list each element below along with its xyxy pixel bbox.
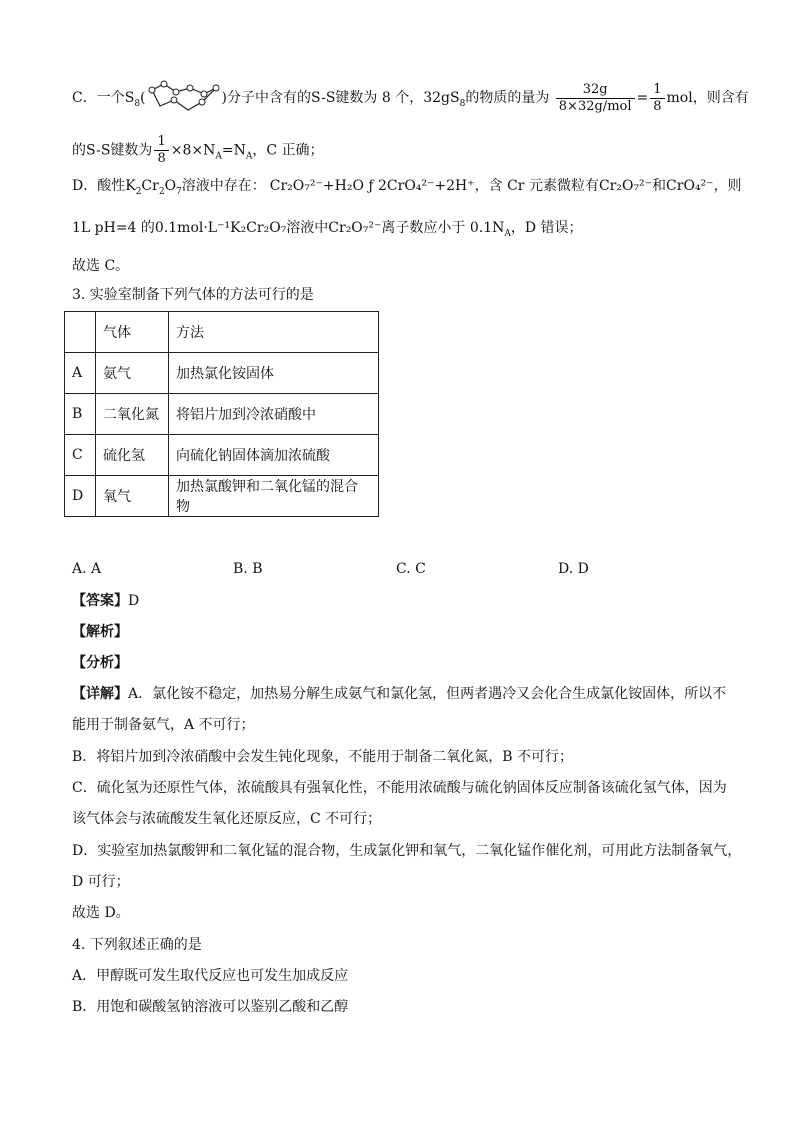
detail-d-line1: D．实验室加热氯酸钾和二氧化锰的混合物，生成氯化钾和氧气，二氧化锰作催化剂，可用此方法制备氧气， <box>72 843 742 859</box>
choose-c-text: 故选 C。 <box>72 258 130 274</box>
detail-d-line2: D 可行； <box>72 874 130 890</box>
analysis-label: 【解析】 <box>72 624 128 640</box>
option-b: B. B <box>233 561 263 577</box>
table-cell: D <box>65 476 96 517</box>
fenxi-label: 【分析】 <box>72 655 128 671</box>
option-c-explanation-line1: C．一个$S_8$( )分子中含有的S-S键数为 8 个，$32gS_8$的物质的量为 $\frac{32g}{\text{8×32g/mol}}$ = $\frac{1}{8}$ mol，则含有 <box>72 80 749 116</box>
table-row <box>65 353 379 394</box>
table-cell: A <box>65 353 96 394</box>
table-cell: 氧气 <box>96 476 169 517</box>
table-cell: 加热氯化铵固体 <box>169 353 379 394</box>
option-c: C. C <box>396 561 426 577</box>
option-d-explanation-line1: D．酸性$K_2Cr_2O_7$溶液中存在： Cr₂O₇²⁻+H₂O ƒ 2CrO₄²⁻+2H⁺，含 Cr 元素微粒有Cr₂O₇²⁻和CrO₄²⁻，则 <box>72 178 742 197</box>
question-4-option-b: B．用饱和碳酸氢钠溶液可以鉴别乙酸和乙醇 <box>72 999 349 1015</box>
table-row <box>65 394 379 435</box>
table-cell: 向硫化钠固体滴加浓硫酸 <box>169 435 379 476</box>
s8-ring-molecule-icon <box>146 80 222 116</box>
detail-c-line2: 该气体会与浓硫酸发生氧化还原反应，C 不可行； <box>72 811 382 827</box>
table-cell: 硫化氢 <box>96 435 169 476</box>
table-cell: 加热氯酸钾和二氧化锰的混合物 <box>169 476 379 517</box>
fraction-one-eighth-2: $\frac{1}{8}$ <box>154 134 168 167</box>
fraction-moles: $\frac{32g}{\text{8×32g/mol}}$ <box>556 82 635 115</box>
answer-value: D <box>128 593 140 609</box>
detail-label: 【详解】 <box>72 686 128 702</box>
table-cell: 气体 <box>96 312 169 353</box>
answer-label: 【答案】 <box>72 593 128 609</box>
option-d-explanation-line2: 1L pH=4 的0.1mol·L⁻¹K₂Cr₂O₇溶液中Cr₂O₇²⁻离子数应小于 $0.1N_A$，D 错误； <box>72 220 583 239</box>
table-cell: B <box>65 394 96 435</box>
table-row <box>65 476 379 517</box>
table-cell: 氨气 <box>96 353 169 394</box>
question-3-title: 3. 实验室制备下列气体的方法可行的是 <box>72 287 314 303</box>
table-cell: 方法 <box>169 312 379 353</box>
text: C．一个S <box>72 90 135 106</box>
detail-a-line1: 【详解】A．氯化铵不稳定，加热易分解生成氨气和氯化氢，但两者遇冷又会化合生成氯化铵固体，所以不 <box>72 686 727 702</box>
option-a: A. A <box>72 561 102 577</box>
choose-d-text: 故选 D。 <box>72 905 130 921</box>
question-4-option-a: A．甲醇既可发生取代反应也可发生加成反应 <box>72 968 349 984</box>
fraction-one-eighth: $\frac{1}{8}$ <box>650 82 664 115</box>
option-c-explanation-line2: 的S-S键数为 $\frac{1}{8}$ $\times 8\times N_A=N_A$，C 正确； <box>72 134 324 166</box>
table-row <box>65 435 379 476</box>
detail-c-line1: C．硫化氢为还原性气体，浓硫酸具有强氧化性，不能用浓硫酸与硫化钠固体反应制备该硫化氢气体，因为 <box>72 780 727 796</box>
table-cell: 将铝片加到冷浓硝酸中 <box>169 394 379 435</box>
question-3-table <box>64 311 379 517</box>
table-cell <box>65 312 96 353</box>
detail-a-line2: 能用于制备氨气，A 不可行； <box>72 717 255 733</box>
answer-line <box>72 591 139 611</box>
table-cell: C <box>65 435 96 476</box>
detail-b-line: B．将铝片加到冷浓硝酸中会发生钝化现象，不能用于制备二氧化氮，B 不可行； <box>72 749 574 765</box>
table-header-row <box>65 312 379 353</box>
table-cell: 二氧化氮 <box>96 394 169 435</box>
question-4-title: 4. 下列叙述正确的是 <box>72 937 202 953</box>
option-d: D. D <box>558 561 589 577</box>
